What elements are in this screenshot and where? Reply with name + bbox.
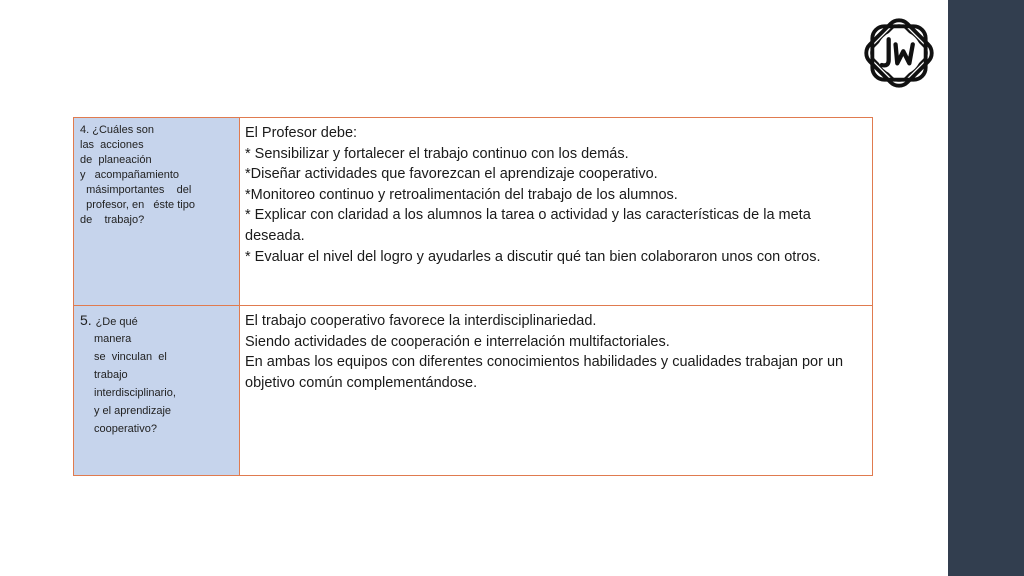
answer-line: Siendo actividades de cooperación e interrelación multifactoriales. <box>245 333 670 350</box>
question-line: de planeación <box>80 154 152 166</box>
jw-monogram-icon <box>856 10 942 96</box>
question-line: manera <box>94 333 132 345</box>
answer-cell <box>240 306 873 476</box>
question-line: las acciones <box>80 139 144 151</box>
answer-cell <box>240 118 873 306</box>
question-cell <box>74 306 240 476</box>
question-line: interdisciplinario, <box>94 387 176 399</box>
question-cell <box>74 118 240 306</box>
question-line: y el aprendizaje <box>94 405 172 417</box>
answer-line: El Profesor debe: <box>245 125 358 141</box>
answer-line: En ambas los equipos con diferentes conocimientos habilidades y cualidades trabajan por un objetivo común complementándose. <box>245 354 844 391</box>
table-row <box>74 118 873 306</box>
question-line: másimportantes del <box>80 184 192 196</box>
answer-line: * Explicar con claridad a los alumnos la tarea o actividad y las características de la meta deseada. <box>245 207 811 244</box>
question-line: cooperativo? <box>94 423 157 435</box>
qa-table <box>73 117 873 476</box>
answer-line: * Sensibilizar y fortalecer el trabajo continuo con los demás. <box>245 145 629 162</box>
question-line: profesor, en éste tipo <box>80 199 195 211</box>
answer-line: * Evaluar el nivel del logro y ayudarles a discutir qué tan bien colaboraron unos con otros. <box>245 248 821 265</box>
question-line: ¿De qué <box>95 316 138 328</box>
question-number: 5. <box>80 312 96 328</box>
question-line: se vinculan el <box>94 351 167 363</box>
answer-line: *Diseñar actividades que favorezcan el aprendizaje cooperativo. <box>245 166 658 183</box>
question-line: y acompañamiento <box>80 169 180 181</box>
answer-line: El trabajo cooperativo favorece la interdisciplinariedad. <box>245 313 597 329</box>
question-line: trabajo <box>94 369 128 381</box>
question-line: de trabajo? <box>80 214 145 226</box>
answer-line: *Monitoreo continuo y retroalimentación del trabajo de los alumnos. <box>245 186 678 203</box>
table-row <box>74 306 873 476</box>
question-line: 4. ¿Cuáles son <box>80 124 154 136</box>
right-sidebar-bar <box>948 0 1024 576</box>
